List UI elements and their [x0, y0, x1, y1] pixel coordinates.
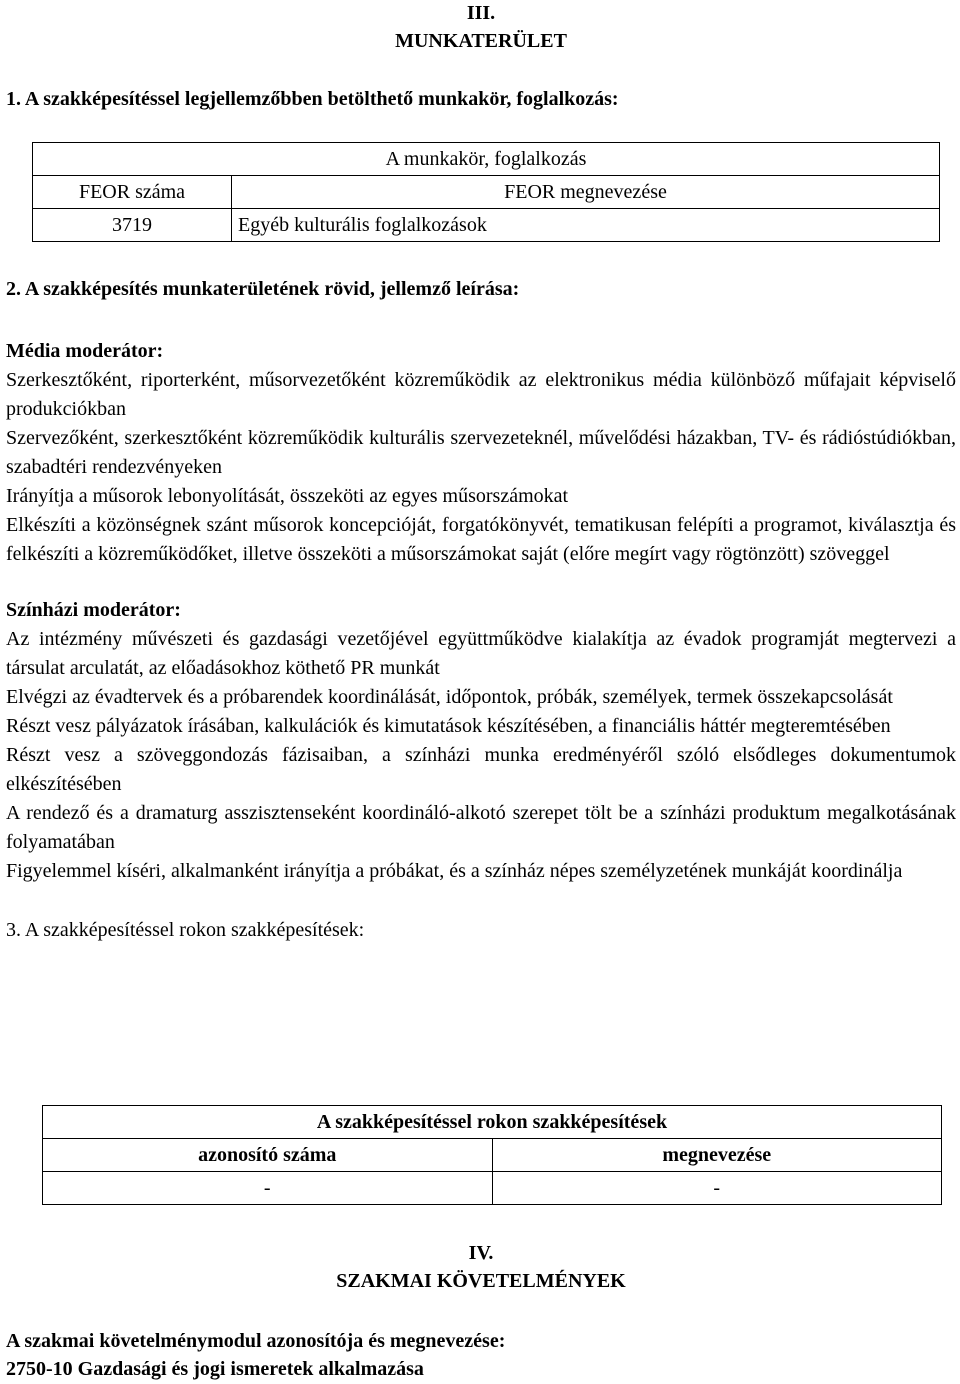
media-heading: Média moderátor:: [6, 340, 164, 362]
module-value: 2750-10 Gazdasági és jogi ismeretek alkalmazása: [6, 1358, 424, 1380]
table-column-row: [43, 1139, 942, 1172]
section-title: SZAKMAI KÖVETELMÉNYEK: [336, 1270, 626, 1292]
theatre-line: Részt vesz pályázatok írásában, kalkulációk és kimutatások készítésében, a financiális háttér megteremtésében: [6, 715, 891, 737]
question-1: 1. A szakképesítéssel legjellemzőbben betölthető munkakör, foglalkozás:: [6, 88, 619, 110]
feor-name-cell: Egyéb kulturális foglalkozások: [232, 209, 940, 242]
table-header-row: [33, 143, 940, 176]
section-title: MUNKATERÜLET: [395, 30, 567, 52]
table-column-row: [33, 176, 940, 209]
theatre-line: Figyelemmel kíséri, alkalmanként irányítja a próbákat, és a színház népes személyzetének munkáját koordinálja: [6, 860, 903, 882]
occupation-table: [32, 142, 940, 242]
question-2: 2. A szakképesítés munkaterületének rövid, jellemző leírása:: [6, 278, 520, 300]
column-header-feor-code: FEOR száma: [33, 176, 232, 209]
table-header-row: [43, 1106, 942, 1139]
table-row: [33, 209, 940, 242]
section-number: III.: [466, 2, 496, 24]
theatre-line: Részt vesz a szöveggondozás fázisaiban, a színházi munka eredményéről szóló elsődleges dokumentumok elkészítésében: [6, 744, 956, 795]
media-line: Szervezőként, szerkesztőként közreműködik kulturális szervezeteknél, művelődési házakban, TV- és rádióstúdiókban, szabadtéri rendezvényeken: [6, 427, 956, 478]
media-line: Elkészíti a közönségnek szánt műsorok koncepcióját, forgatókönyvét, tematikusan felépíti a programot, kiválasztja és felkészíti a közreműködőket, illetve összeköti a műsorszámokat saját (előre megírt vagy rögtönzött) szöveggel: [6, 514, 956, 565]
table-row: [43, 1172, 942, 1205]
description-block: [6, 275, 956, 945]
theatre-line: Az intézmény művészeti és gazdasági vezetőjével együttműködve kialakítja az évadok programját megtervezi a társulat arculatát, az előadásokhoz köthető PR munkát: [6, 628, 956, 679]
qualification-id-cell: -: [43, 1172, 493, 1205]
media-line: Szerkesztőként, riporterként, műsorvezetőként közreműködik az elektronikus média különböző műfajait képviselő produkciókban: [6, 369, 956, 420]
theatre-heading: Színházi moderátor:: [6, 599, 181, 621]
column-header-name: megnevezése: [492, 1139, 942, 1172]
related-qualifications-table: [42, 1105, 942, 1205]
column-header-feor-name: FEOR megnevezése: [232, 176, 940, 209]
media-line: Irányítja a műsorok lebonyolítását, összeköti az egyes műsorszámokat: [6, 485, 569, 507]
question-3: 3. A szakképesítéssel rokon szakképesítések:: [6, 919, 365, 941]
module-label: A szakmai követelménymodul azonosítója és megnevezése:: [6, 1330, 506, 1352]
table-header: A munkakör, foglalkozás: [33, 143, 940, 176]
theatre-line: Elvégzi az évadtervek és a próbarendek koordinálását, időpontok, próbák, személyek, termek összekapcsolását: [6, 686, 893, 708]
theatre-line: A rendező és a dramaturg asszisztenseként koordináló-alkotó szerepet tölt be a színházi produktum megalkotásának folyamatában: [6, 802, 956, 853]
column-header-id: azonosító száma: [43, 1139, 493, 1172]
section-number: IV.: [468, 1242, 494, 1264]
qualification-name-cell: -: [492, 1172, 942, 1205]
table-header: A szakképesítéssel rokon szakképesítések: [43, 1106, 942, 1139]
feor-code-cell: 3719: [33, 209, 232, 242]
